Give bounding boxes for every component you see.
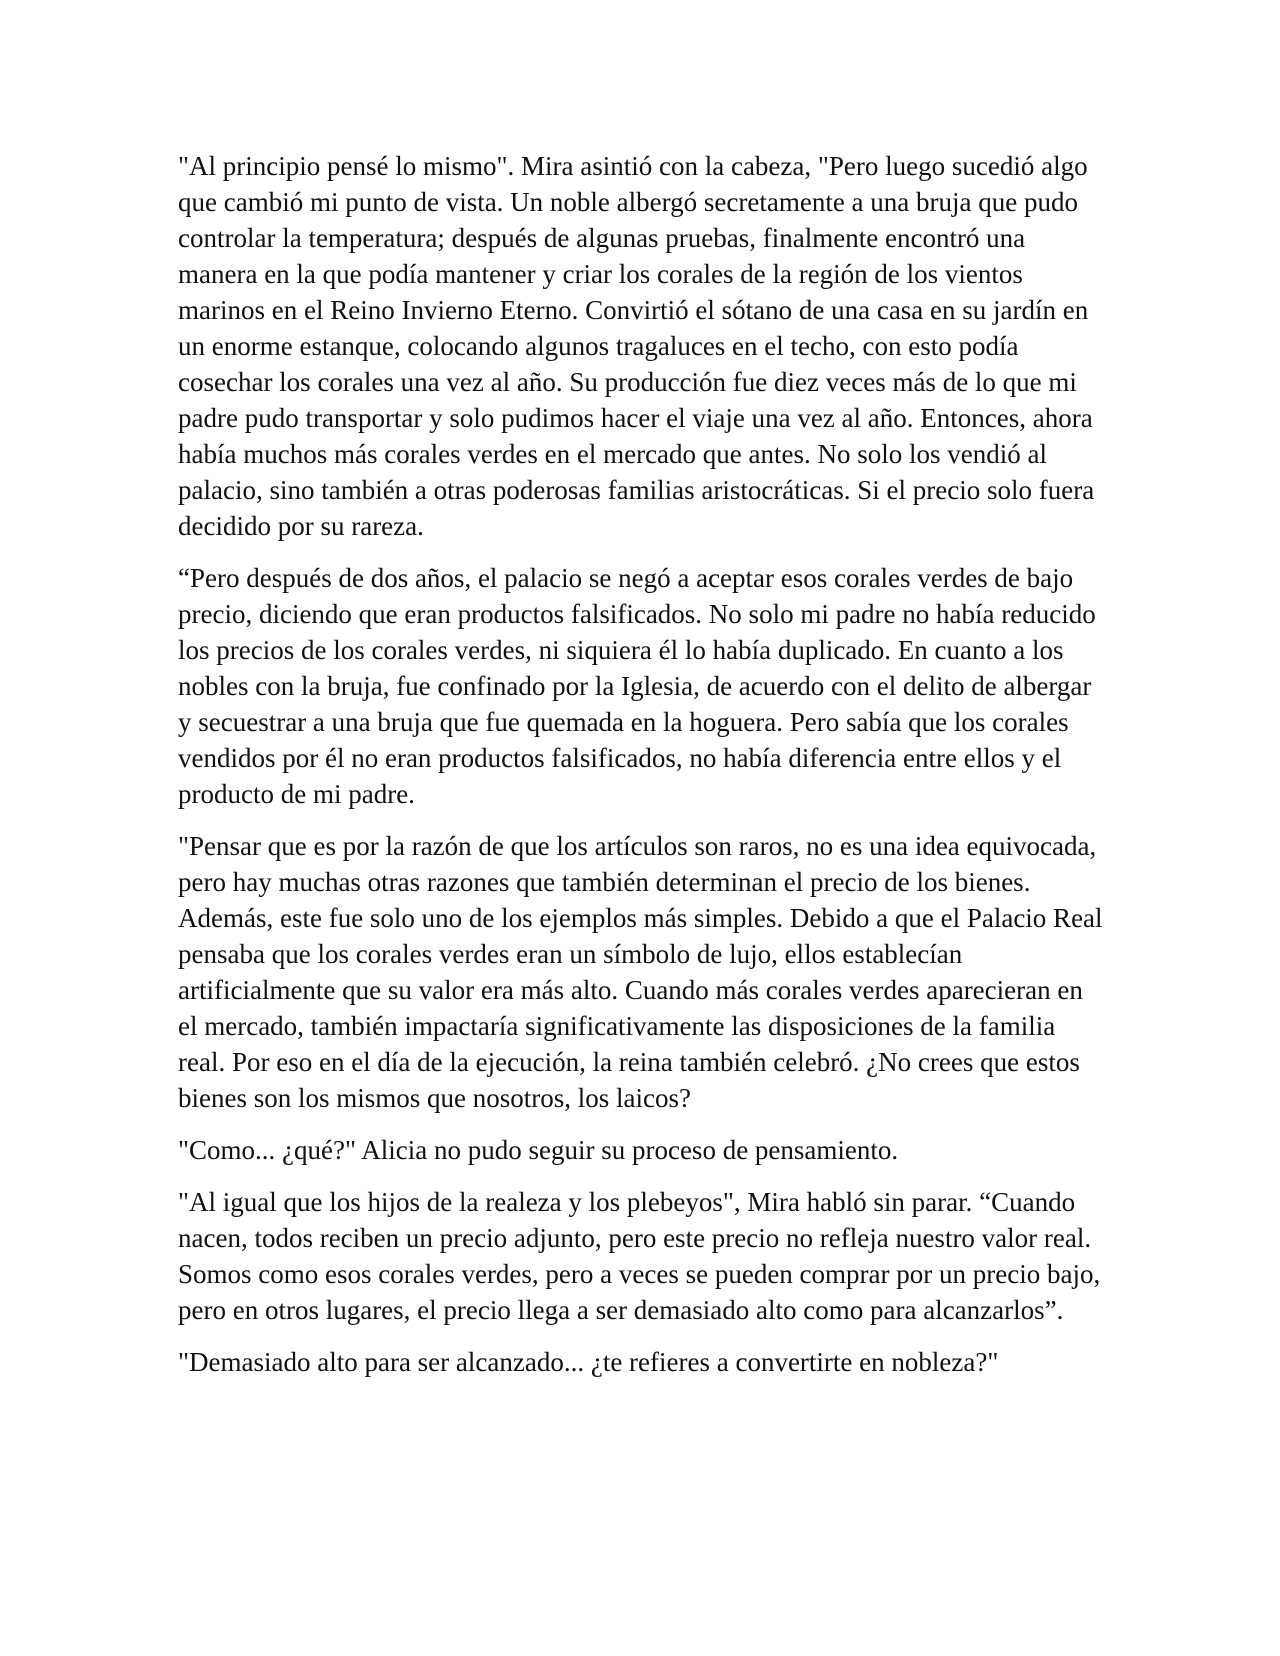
document-body xyxy=(178,148,1108,1396)
paragraph: “Pero después de dos años, el palacio se negó a aceptar esos corales verdes de bajo precio, diciendo que eran productos falsificados. No solo mi padre no había reducido los precios de los corales verdes, ni siquiera él lo había duplicado. En cuanto a los nobles con la bruja, fue confinado por la Iglesia, de acuerdo con el delito de albergar y secuestrar a una bruja que fue quemada en la hoguera. Pero sabía que los corales vendidos por él no eran productos falsificados, no había diferencia entre ellos y el producto de mi padre. xyxy=(178,563,1096,809)
paragraph: "Al igual que los hijos de la realeza y los plebeyos", Mira habló sin parar. “Cuando nacen, todos reciben un precio adjunto, pero este precio no refleja nuestro valor real. Somos como esos corales verdes, pero a veces se pueden comprar por un precio bajo, pero en otros lugares, el precio llega a ser demasiado alto como para alcanzarlos”. xyxy=(178,1187,1101,1325)
paragraph: "Demasiado alto para ser alcanzado... ¿te refieres a convertirte en nobleza?" xyxy=(178,1347,999,1377)
paragraph: "Pensar que es por la razón de que los artículos son raros, no es una idea equivocada, pero hay muchas otras razones que también determinan el precio de los bienes. Además, este fue solo uno de los ejemplos más simples. Debido a que el Palacio Real pensaba que los corales verdes eran un símbolo de lujo, ellos establecían artificialmente que su valor era más alto. Cuando más corales verdes aparecieran en el mercado, también impactaría significativamente las disposiciones de la familia real. Por eso en el día de la ejecución, la reina también celebró. ¿No crees que estos bienes son los mismos que nosotros, los laicos? xyxy=(178,831,1103,1113)
paragraph: "Como... ¿qué?" Alicia no pudo seguir su proceso de pensamiento. xyxy=(178,1135,899,1165)
paragraph: "Al principio pensé lo mismo". Mira asintió con la cabeza, "Pero luego sucedió algo que cambió mi punto de vista. Un noble albergó secretamente a una bruja que pudo controlar la temperatura; después de algunas pruebas, finalmente encontró una manera en la que podía mantener y criar los corales de la región de los vientos marinos en el Reino Invierno Eterno. Convirtió el sótano de una casa en su jardín en un enorme estanque, colocando algunos tragaluces en el techo, con esto podía cosechar los corales una vez al año. Su producción fue diez veces más de lo que mi padre pudo transportar y solo pudimos hacer el viaje una vez al año. Entonces, ahora había muchos más corales verdes en el mercado que antes. No solo los vendió al palacio, sino también a otras poderosas familias aristocráticas. Si el precio solo fuera decidido por su rareza. xyxy=(178,151,1095,541)
